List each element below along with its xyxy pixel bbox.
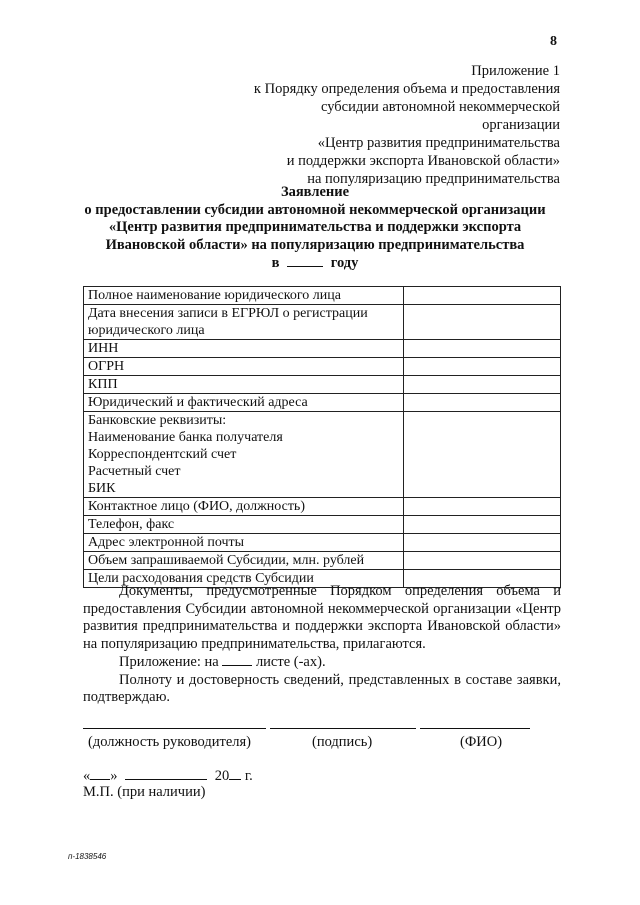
form-row-value-field[interactable] — [404, 376, 561, 394]
form-row-label — [84, 394, 404, 412]
form-row-label-line: ИНН — [88, 341, 119, 356]
date-day-blank[interactable] — [90, 767, 110, 780]
form-row-label — [84, 498, 404, 516]
appendix-header — [248, 62, 560, 188]
form-row — [84, 376, 561, 394]
date-line — [83, 767, 253, 785]
form-row-label — [84, 287, 404, 305]
appendix-line: «Центр развития предпринимательства — [317, 135, 560, 151]
form-row-label-line: ОГРН — [88, 359, 125, 374]
document-code: п-1838546 — [68, 852, 107, 861]
attachment-prefix: Приложение: на — [119, 654, 219, 670]
appendix-line: на популяризацию предпринимательства — [307, 171, 560, 187]
form-row-label — [84, 358, 404, 376]
position-caption: (должность руководителя) — [88, 734, 251, 750]
position-signature-line[interactable] — [83, 728, 266, 729]
form-row-value-field[interactable] — [404, 305, 561, 340]
form-row — [84, 516, 561, 534]
name-caption: (ФИО) — [460, 734, 503, 750]
form-row-label-line: Корреспондентский счет — [88, 447, 237, 462]
document-title — [60, 184, 570, 273]
body-text — [83, 583, 561, 707]
form-row-label-line: юридического лица — [88, 323, 205, 338]
form-row — [84, 358, 561, 376]
form-row-label-line: Цели расходования средств Субсидии — [88, 571, 314, 586]
form-row-value-field[interactable] — [404, 412, 561, 498]
attachment-sheets-blank[interactable] — [222, 653, 252, 666]
documents-paragraph: Документы, предусмотренные Порядком определения объема и предоставления Субсидии автономной некоммерческой организации «Центр развития предпринимательства и поддержки экспорта Ивановской области» на популяризацию предпринимательства, прилагаются. — [83, 583, 561, 652]
form-row — [84, 340, 561, 358]
form-row-label — [84, 340, 404, 358]
stamp-note: М.П. (при наличии) — [83, 784, 206, 800]
form-row-label — [84, 516, 404, 534]
form-row-value-field[interactable] — [404, 287, 561, 305]
appendix-line: субсидии автономной некоммерческой организации — [320, 99, 560, 133]
form-row-value-field[interactable] — [404, 340, 561, 358]
attachment-paragraph — [83, 653, 561, 672]
form-row-label-line: Банковские реквизиты: — [88, 413, 227, 428]
application-form-table — [83, 286, 561, 588]
title-year-line — [60, 254, 570, 273]
form-row-label-line: Контактное лицо (ФИО, должность) — [88, 499, 305, 514]
year-suffix: году — [330, 255, 359, 271]
title-line: «Центр развития предпринимательства и поддержки экспорта — [108, 219, 522, 235]
form-row-label-line: Телефон, факс — [88, 517, 175, 532]
confirmation-paragraph: Полноту и достоверность сведений, представленных в составе заявки, подтверждаю. — [83, 671, 561, 705]
date-year-suffix: г. — [244, 768, 253, 784]
date-close-quote: » — [110, 768, 118, 784]
title-line: Ивановской области» на популяризацию предпринимательства — [105, 236, 525, 253]
form-row-label — [84, 412, 404, 498]
date-month-blank[interactable] — [125, 767, 207, 780]
date-open-quote: « — [83, 768, 91, 784]
title-line: Заявление — [280, 184, 350, 200]
name-signature-line[interactable] — [420, 728, 530, 729]
attachment-suffix: листе (-ах). — [255, 654, 326, 670]
form-row-value-field[interactable] — [404, 552, 561, 570]
form-row-value-field[interactable] — [404, 534, 561, 552]
signature-line[interactable] — [270, 728, 416, 729]
form-row-value-field[interactable] — [404, 498, 561, 516]
form-row-label-line: Юридический и фактический адреса — [88, 395, 308, 410]
form-row — [84, 498, 561, 516]
year-prefix: в — [271, 255, 280, 271]
form-row-label-line: Наименование банка получателя — [88, 430, 283, 445]
date-year-blank[interactable] — [229, 767, 241, 780]
page-number: 8 — [550, 34, 557, 49]
form-row-label-line: Полное наименование юридического лица — [88, 288, 341, 303]
appendix-line: Приложение 1 — [471, 63, 560, 79]
form-row — [84, 534, 561, 552]
signature-caption: (подпись) — [312, 734, 373, 750]
form-row-label — [84, 552, 404, 570]
form-row-label — [84, 376, 404, 394]
year-blank-field[interactable] — [287, 254, 323, 267]
form-row — [84, 287, 561, 305]
date-year-prefix: 20 — [214, 768, 230, 784]
title-line: о предоставлении субсидии автономной некоммерческой организации — [84, 201, 546, 218]
form-row — [84, 394, 561, 412]
form-row-label — [84, 305, 404, 340]
form-row-label-line: Объем запрашиваемой Субсидии, млн. рублей — [88, 553, 365, 568]
form-row-label-line: Адрес электронной почты — [88, 535, 245, 550]
form-row — [84, 305, 561, 340]
form-row-label-line: Дата внесения записи в ЕГРЮЛ о регистрации — [88, 306, 368, 321]
form-row-label-line: КПП — [88, 377, 118, 392]
form-row-value-field[interactable] — [404, 358, 561, 376]
appendix-line: к Порядку определения объема и предоставления — [253, 81, 560, 97]
form-row-value-field[interactable] — [404, 516, 561, 534]
form-row-label-line: Расчетный счет — [88, 464, 181, 479]
form-row — [84, 552, 561, 570]
form-row-value-field[interactable] — [404, 394, 561, 412]
form-row-label-line: БИК — [88, 481, 116, 496]
form-row — [84, 412, 561, 498]
form-row-label — [84, 534, 404, 552]
appendix-line: и поддержки экспорта Ивановской области» — [286, 153, 560, 169]
